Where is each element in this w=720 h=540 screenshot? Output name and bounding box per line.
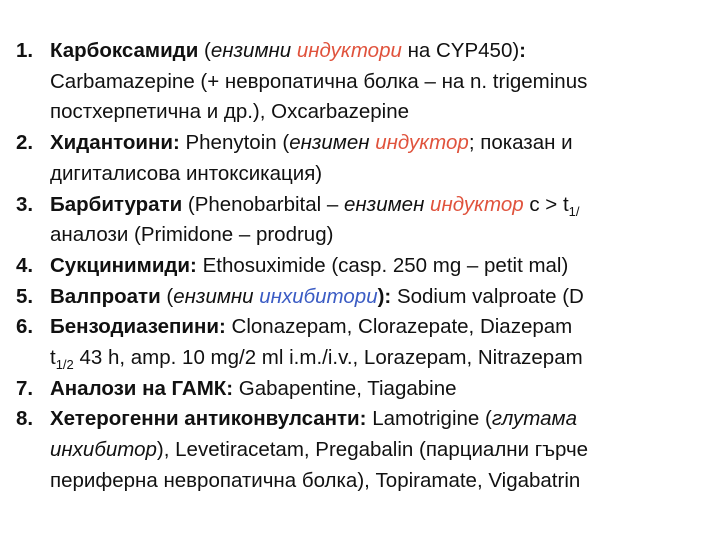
item-number: 3.	[16, 192, 34, 216]
item-number: 8.	[16, 407, 34, 431]
item-line	[50, 251, 720, 282]
item-number: 6.	[16, 315, 34, 339]
item-number: 1.	[16, 39, 34, 62]
item-text: ):	[377, 284, 392, 308]
item-number: 7.	[16, 376, 34, 400]
item-text: 43 h, amp. 10 mg/2 ml i.m./i.v., Lorazepam, Nitrazepam	[73, 346, 583, 370]
item-line	[50, 312, 720, 343]
item-text: Lamotrigine (	[366, 407, 492, 431]
item-text: Gabapentine, Tiagabine	[233, 376, 457, 400]
item-text: ), Levetiracetam, Pregabalin (парциални гърче	[156, 438, 589, 462]
item-title: Аналози на ГАМК:	[50, 376, 234, 400]
item-line	[50, 374, 720, 405]
list-item	[16, 374, 720, 405]
item-title: Карбоксамиди	[50, 39, 199, 62]
item-line	[50, 343, 720, 374]
item-italic-text: глутама	[491, 407, 578, 431]
item-text: Phenytoin (	[179, 131, 290, 155]
item-text: Sodium valproate (D	[391, 284, 584, 308]
inducer-term: индуктор	[375, 131, 469, 155]
item-italic-text: инхибитор	[50, 438, 157, 462]
item-line	[50, 190, 720, 221]
item-number: 5.	[16, 284, 34, 308]
item-line	[50, 282, 720, 313]
inhibitor-term: инхибитори	[259, 284, 378, 308]
item-title: Бензодиазепини:	[50, 315, 226, 339]
item-title: Хидантоини:	[50, 131, 180, 155]
item-colon: :	[519, 39, 526, 62]
item-line: периферна невропатична болка), Topiramate, Vigabatrin	[50, 468, 581, 492]
item-italic-text: ензимни	[173, 284, 260, 308]
list-item	[16, 282, 720, 313]
inducer-term: индуктор	[430, 192, 524, 216]
list-item	[16, 404, 720, 496]
item-title: Хетерогенни антиконвулсанти:	[50, 407, 367, 431]
list-item	[16, 128, 720, 189]
item-text: (Phenobarbital –	[182, 192, 344, 216]
inducer-term: индуктори	[296, 39, 402, 62]
list-item	[16, 251, 720, 282]
list-item	[16, 312, 720, 373]
item-number: 2.	[16, 131, 34, 155]
item-line	[50, 128, 720, 159]
drug-class-list	[16, 36, 720, 497]
subscript: 1/	[568, 203, 580, 219]
item-text: ; показан и	[468, 131, 573, 155]
item-text: на CYP450)	[401, 39, 520, 62]
item-italic-text: ензимен	[344, 192, 431, 216]
item-line: Carbamazepine (+ невропатична болка – на n. trigeminus	[50, 69, 588, 93]
item-line: аналози (Primidone – prodrug)	[50, 223, 334, 247]
item-text: с > t	[523, 192, 569, 216]
item-text: (	[198, 39, 211, 62]
item-text: (	[160, 284, 174, 308]
item-title: Сукцинимиди:	[50, 253, 197, 277]
list-item	[16, 190, 720, 251]
item-text: Ethosuximide (casp. 250 mg – petit mal)	[196, 253, 569, 277]
item-number: 4.	[16, 253, 34, 277]
item-text: Clonazepam, Clorazepate, Diazepam	[225, 315, 573, 339]
subscript: 1/2	[55, 357, 74, 373]
item-line: дигиталисова интоксикация)	[50, 161, 323, 185]
item-italic-text: ензимен	[289, 131, 376, 155]
item-text: t	[50, 346, 56, 370]
list-item	[16, 36, 720, 128]
item-title: Валпроати	[50, 284, 161, 308]
item-line	[50, 404, 720, 435]
item-italic-text: ензимни	[210, 39, 297, 62]
item-line	[50, 36, 720, 67]
item-line	[50, 435, 720, 466]
item-title: Барбитурати	[50, 192, 183, 216]
item-line: постхерпетична и др.), Oxcarbazepine	[50, 100, 410, 124]
